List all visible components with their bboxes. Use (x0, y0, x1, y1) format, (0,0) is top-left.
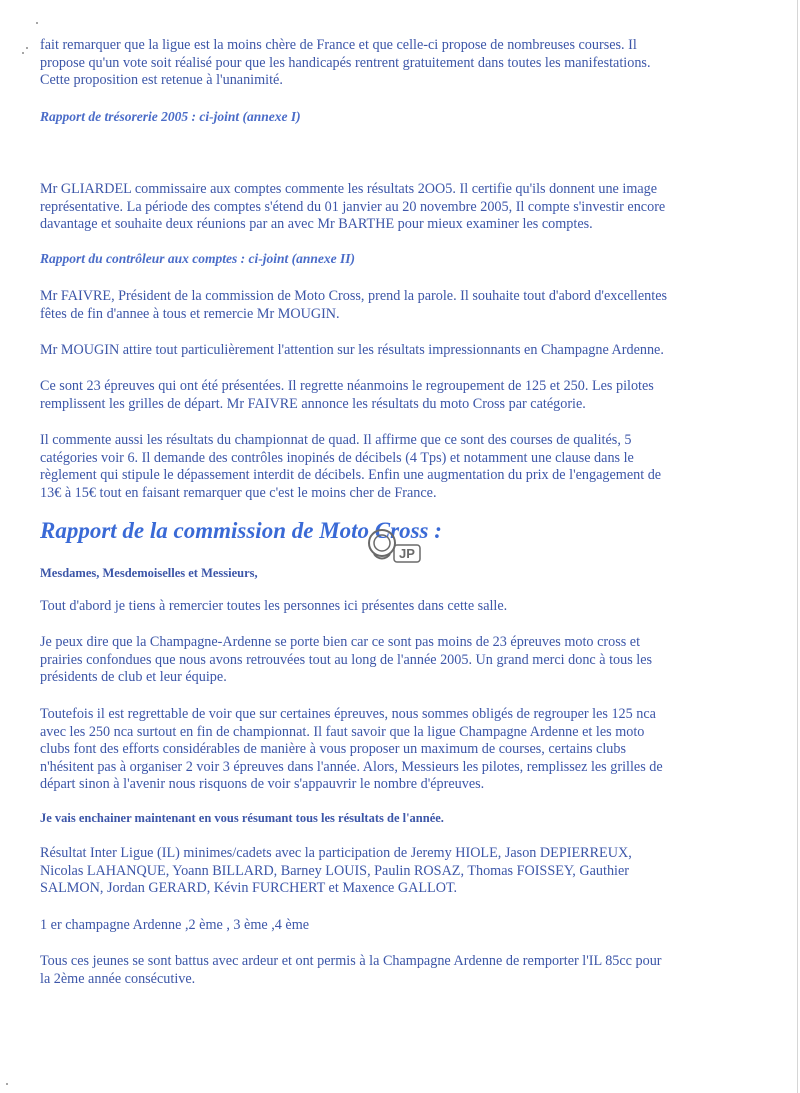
text-line: Mr FAIVRE, Président de la commission de Moto Cross, prend la parole. Il souhaite tout d'abord d'excellentes (40, 288, 668, 304)
heading-rapport-controleur: Rapport du contrôleur aux comptes : ci-joint (annexe II) (40, 251, 356, 266)
paragraph-epreuves (40, 378, 770, 413)
text-line: Je peux dire que la Champagne-Ardenne se porte bien car ce sont pas moins de 23 épreuves moto cross et (40, 634, 641, 650)
text-line: Nicolas LAHANQUE, Yoann BILLARD, Barney LOUIS, Paulin ROSAZ, Thomas FOISSEY, Gauthier (40, 862, 630, 879)
text-line: Tous ces jeunes se sont battus avec ardeur et ont permis à la Champagne Ardenne de remporter l'IL 85cc pour (40, 953, 662, 969)
stamp-text: JP (399, 546, 415, 561)
text-line: fait remarquer que la ligue est la moins chère de France et que celle-ci propose de nombreuses courses. Il (40, 37, 637, 53)
text-line: Ce sont 23 épreuves qui ont été présentées. Il regrette néanmoins le regroupement de 125 et 250. Les pilotes (40, 378, 654, 394)
paragraph-mougin (40, 342, 770, 360)
paragraph-inter-ligue (40, 845, 770, 898)
text-line: Cette proposition est retenue à l'unanimité. (40, 72, 283, 88)
scan-speck (6, 1083, 8, 1085)
text-line: Mr GLIARDEL commissaire aux comptes commente les résultats 2OO5. Il certifie qu'ils donnent une image (40, 181, 658, 197)
text-line: fêtes de fin d'annee à tous et remercie Mr MOUGIN. (40, 305, 340, 322)
text-line: règlement qui stipule le dépassement interdit de décibels. Enfin une augmentation du prix de l'engagement de (40, 467, 662, 483)
text-line: Toutefois il est regrettable de voir que sur certaines épreuves, nous sommes obligés de regrouper les 125 nca (40, 706, 656, 722)
text-line: propose qu'un vote soit réalisé pour que les handicapés rentrent gratuitement dans toutes les manifestations. (40, 54, 651, 71)
paragraph-faivre (40, 288, 770, 323)
text-line: départ sinon à l'avenir nous risquons de voir s'appauvrir le nombre d'épreuves. (40, 776, 485, 792)
text-line: SALMON, Jordan GERARD, Kévin FURCHERT et Maxence GALLOT. (40, 880, 458, 896)
text-line: avec les 250 nca surtout en fin de championnat. Il faut savoir que la ligue Champagne Ardenne et les moto (40, 723, 645, 740)
text-line: présidents de club et leur équipe. (40, 669, 227, 685)
scan-speck (36, 22, 38, 24)
text-line: Il commente aussi les résultats du championnat de quad. Il affirme que ce sont des courses de qualités, 5 (40, 432, 632, 448)
heading-commission-moto-cross: Rapport de la commission de Moto Cross : (40, 518, 442, 543)
text-line: représentative. La période des comptes s'étend du 01 janvier au 20 novembre 2005, Il compte s'investir encore (40, 198, 666, 215)
scan-speck (22, 52, 24, 54)
heading-rapport-tresorerie: Rapport de trésorerie 2005 : ci-joint (annexe I) (40, 109, 301, 124)
text-line: la 2ème année consécutive. (40, 970, 196, 987)
text-line: Résultat Inter Ligue (IL) minimes/cadets avec la participation de Jeremy HIOLE, Jason DEPIERREUX, (40, 845, 632, 861)
paragraph-jeunes (40, 953, 770, 988)
page-edge-line (797, 0, 798, 1093)
text-line: 1 er champagne Ardenne ,2 ème , 3 ème ,4 ème (40, 917, 310, 933)
paragraph-regrettable (40, 706, 770, 794)
paragraph-rankings (40, 917, 770, 935)
text-line: davantage et souhaite deux réunions par an avec Mr BARTHE pour mieux examiner les comptes. (40, 216, 593, 232)
paragraph-quad (40, 432, 770, 502)
text-line: remplissent les grilles de départ. Mr FAIVRE annonce les résultats du moto Cross par catégorie. (40, 395, 586, 412)
text-line: 13€ à 15€ tout en faisant remarquer que c'est le moins cher de France. (40, 484, 437, 501)
paragraph-champagne (40, 634, 770, 687)
paragraph-remercier (40, 598, 770, 616)
paragraph-gliardel (40, 181, 770, 234)
scan-speck (26, 47, 28, 49)
text-line: prairies confondues que nous avons retrouvées tout au long de l'année 2005. Un grand merci donc à tous les (40, 651, 653, 668)
text-line: catégories voir 6. Il demande des contrôles inopinés de décibels (4 Tps) et notamment une clause dans le (40, 449, 634, 466)
text-line: n'hésitent pas à organiser 2 voir 3 épreuves dans l'année. Alors, Messieurs les pilotes, remplissez les grilles de (40, 758, 663, 775)
text-line: Mr MOUGIN attire tout particulièrement l'attention sur les résultats impressionnants en Champagne Ardenne. (40, 342, 664, 358)
text-line: Tout d'abord je tiens à remercier toutes les personnes ici présentes dans cette salle. (40, 598, 508, 614)
paragraph-ligue-prices (40, 37, 770, 90)
text-line: clubs font des efforts considérables de manière à vous proposer un maximum de courses, certains clubs (40, 741, 626, 757)
bold-intro-resultats: Je vais enchainer maintenant en vous résumant tous les résultats de l'année. (40, 811, 444, 825)
jp-stamp-logo (352, 524, 424, 566)
salutation: Mesdames, Mesdemoiselles et Messieurs, (40, 566, 258, 580)
